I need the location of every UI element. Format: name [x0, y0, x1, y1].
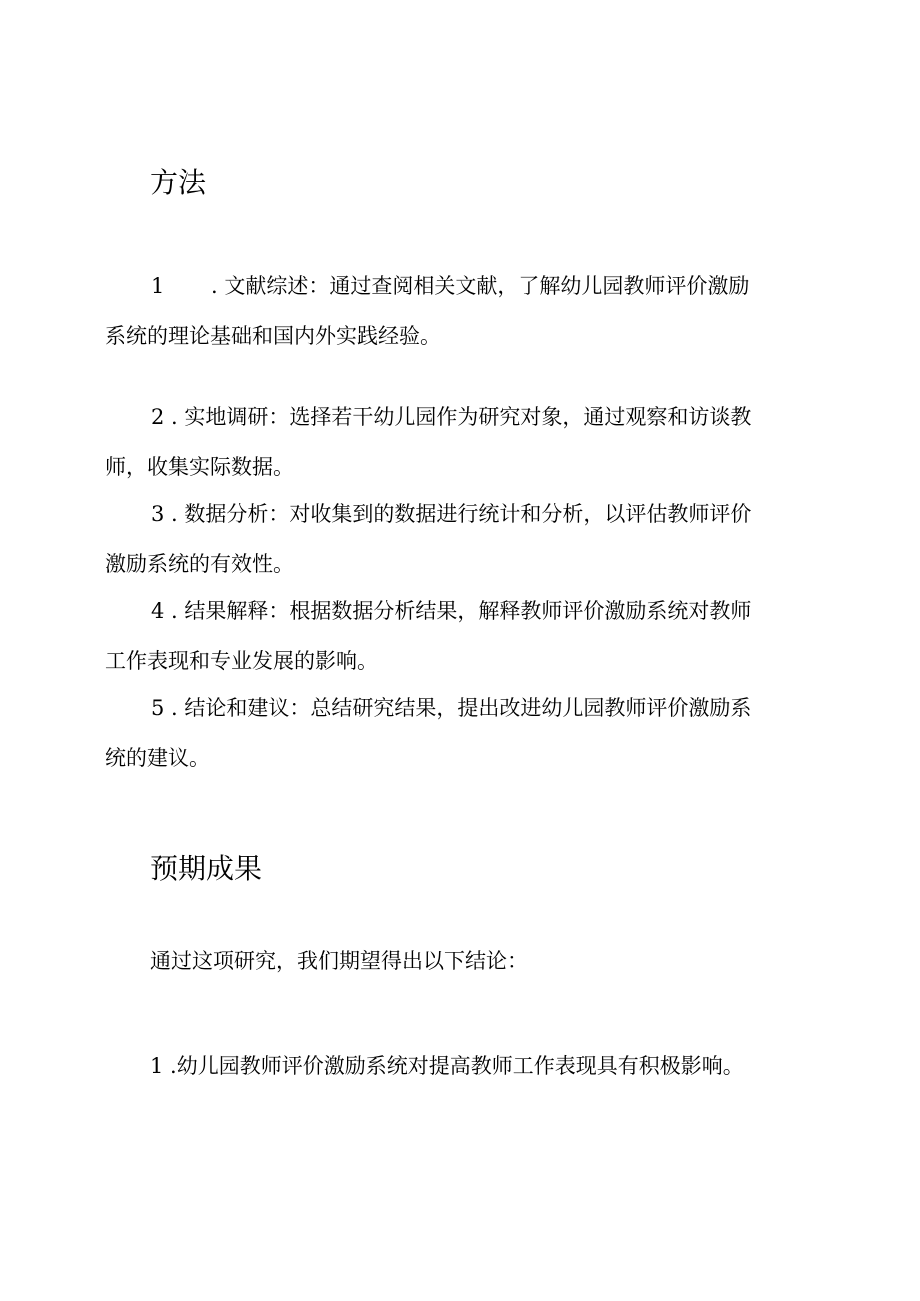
method-item-1-line1: 1 . 文献综述：通过查阅相关文献，了解幼儿园教师评价激励: [105, 261, 820, 311]
method-item-5-line1: 5 . 结论和建议：总结研究结果，提出改进幼儿园教师评价激励系: [105, 683, 820, 733]
method-item-1-line2: 系统的理论基础和国内外实践经验。: [105, 324, 441, 348]
method-item-4-line2: 工作表现和专业发展的影响。: [105, 649, 378, 673]
method-item-3: [105, 489, 820, 589]
method-item-3-line2: 激励系统的有效性。: [105, 552, 294, 576]
method-item-5-line2: 统的建议。: [105, 746, 210, 770]
method-item-3-line1: 3 . 数据分析：对收集到的数据进行统计和分析，以评估教师评价: [105, 489, 820, 539]
method-item-3-number: 3: [151, 502, 165, 526]
method-item-1: [105, 261, 820, 361]
method-item-5: [105, 683, 820, 783]
method-item-4-line1: 4 . 结果解释：根据数据分析结果，解释教师评价激励系统对教师: [105, 586, 820, 636]
section-title-expected-outcomes: 预期成果: [150, 852, 263, 885]
method-item-4-number: 4: [151, 599, 165, 623]
method-item-2-line2: 师，收集实际数据。: [105, 455, 294, 479]
method-item-2: [105, 392, 820, 492]
method-item-2-number: 2: [151, 405, 165, 429]
method-item-4: [105, 586, 820, 686]
method-item-1-number: 1: [151, 274, 165, 298]
outcomes-intro: 通过这项研究，我们期望得出以下结论：: [150, 949, 528, 973]
method-item-2-line1: 2 . 实地调研：选择若干幼儿园作为研究对象，通过观察和访谈教: [105, 392, 820, 442]
outcome-item-1: 1 .幼儿园教师评价激励系统对提高教师工作表现具有积极影响。: [150, 1054, 744, 1078]
method-item-5-number: 5: [151, 696, 165, 720]
section-title-methods: 方法: [150, 166, 207, 199]
